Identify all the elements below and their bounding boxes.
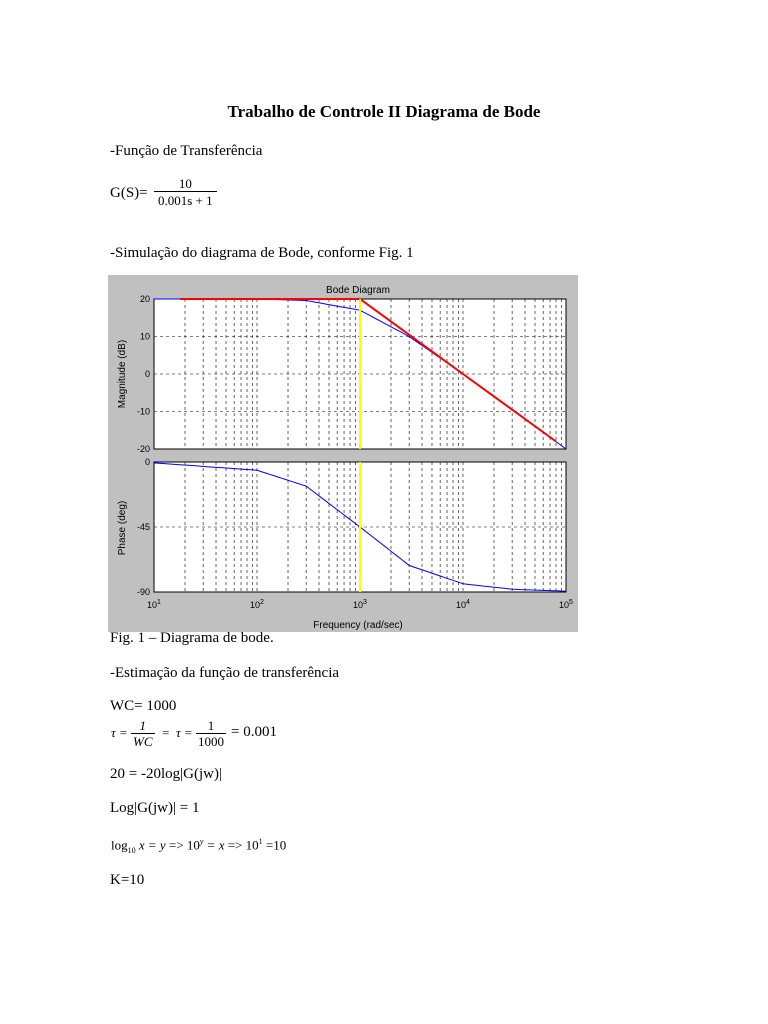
tau-f2-den: 1000 — [198, 734, 224, 749]
mag-y-tick-label: 20 — [139, 294, 150, 304]
tau-f1-num: 1 — [139, 718, 146, 733]
x-tick-label: $10^3$ — [353, 599, 367, 610]
x-tick-label: $10^2$ — [250, 599, 264, 610]
power-base: 10 — [186, 837, 200, 853]
chart-title: Bode Diagram — [326, 285, 390, 296]
phase-y-tick-label: -90 — [136, 587, 150, 597]
power-result: = x — [206, 837, 225, 853]
k-line: K=10 — [110, 872, 145, 888]
mag-y-axis-label: Magnitude (dB) — [117, 339, 128, 409]
transfer-lhs: G(S)= — [110, 185, 148, 201]
tau-fraction-2 — [196, 718, 226, 749]
section-estimation-heading: -Estimação da função de transferência — [110, 665, 340, 681]
transfer-denominator: 0.001s + 1 — [154, 191, 217, 208]
x-tick-label: $10^4$ — [456, 599, 470, 610]
section-transfer-heading: -Função de Transferência — [110, 143, 263, 159]
phase-y-tick-label: 0 — [144, 457, 150, 467]
power-exponent-2: 1 — [258, 837, 263, 846]
x-axis-label: Frequency (rad/sec) — [313, 620, 403, 631]
tau-equals: = — [162, 725, 170, 740]
mag-y-tick-label: -10 — [136, 406, 150, 417]
tau-result: = 0.001 — [231, 724, 277, 740]
transfer-numerator: 10 — [178, 176, 192, 191]
power-exponent: y — [199, 837, 204, 846]
bode-diagram — [108, 275, 578, 632]
x-tick-label: $10^5$ — [559, 599, 573, 610]
log-base: 10 — [127, 845, 136, 855]
log-expression: x = y — [138, 837, 166, 853]
tau-symbol-2: τ = — [176, 725, 193, 740]
phase-panel — [137, 457, 573, 610]
power-base-2: 10 — [245, 837, 259, 853]
wc-line: WC= 1000 — [110, 698, 177, 714]
final-result: =10 — [265, 837, 287, 853]
mag-y-tick-label: 10 — [139, 331, 150, 342]
bode-figure — [108, 275, 578, 632]
log-word: log — [111, 837, 128, 853]
document-title: Trabalho de Controle II Diagrama de Bode — [227, 102, 541, 121]
magnitude-panel — [137, 294, 566, 454]
section-simulation-heading: -Simulação do diagrama de Bode, conforme Fig. 1 — [110, 245, 414, 261]
equation-log-one: Log|G(jw)| = 1 — [110, 800, 200, 816]
mag-y-tick-label: -20 — [136, 444, 150, 454]
arrow-1: => — [168, 837, 184, 853]
x-tick-label: $10^1$ — [147, 599, 161, 610]
transfer-fraction — [154, 176, 217, 208]
phase-y-axis-label: Phase (deg) — [117, 500, 128, 556]
figure-caption: Fig. 1 – Diagrama de bode. — [110, 630, 274, 646]
tau-f1-den: WC — [133, 734, 153, 749]
mag-y-tick-label: 0 — [144, 369, 150, 379]
tau-fraction-1 — [131, 718, 155, 749]
arrow-2: => — [227, 837, 243, 853]
tau-f2-num: 1 — [207, 718, 215, 733]
phase-y-tick-label: -45 — [136, 522, 150, 532]
tau-symbol: τ = — [111, 725, 128, 740]
log-identity-line — [111, 837, 286, 855]
equation-20log: 20 = -20log|G(jw)| — [110, 766, 222, 782]
